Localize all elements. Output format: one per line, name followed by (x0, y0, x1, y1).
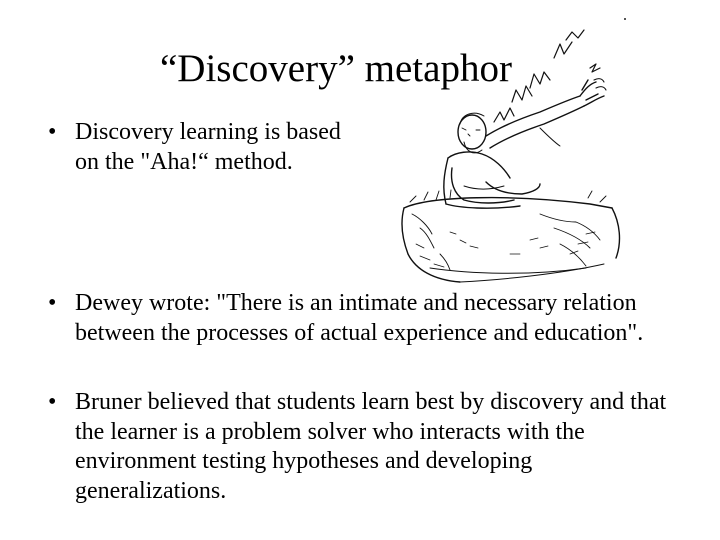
bullet-text: Dewey wrote: "There is an intimate and necessary relation between the processes of actual experience and education". (75, 290, 644, 346)
bullet-marker: • (48, 119, 57, 145)
bullet-item (48, 118, 348, 177)
bullet-marker: • (48, 389, 57, 415)
bullet-item (48, 388, 688, 506)
bullet-marker: • (48, 290, 57, 316)
archimedes-eureka-sketch-icon (390, 18, 630, 284)
slide-title: “Discovery” metaphor (160, 47, 512, 90)
bullet-text: Bruner believed that students learn best by discovery and that the learner is a problem solver who interacts with the environment testing hypotheses and developing generalizations. (75, 389, 667, 504)
bullet-text: Discovery learning is based on the "Aha!“ method. (75, 119, 341, 175)
bullet-item (48, 289, 688, 348)
